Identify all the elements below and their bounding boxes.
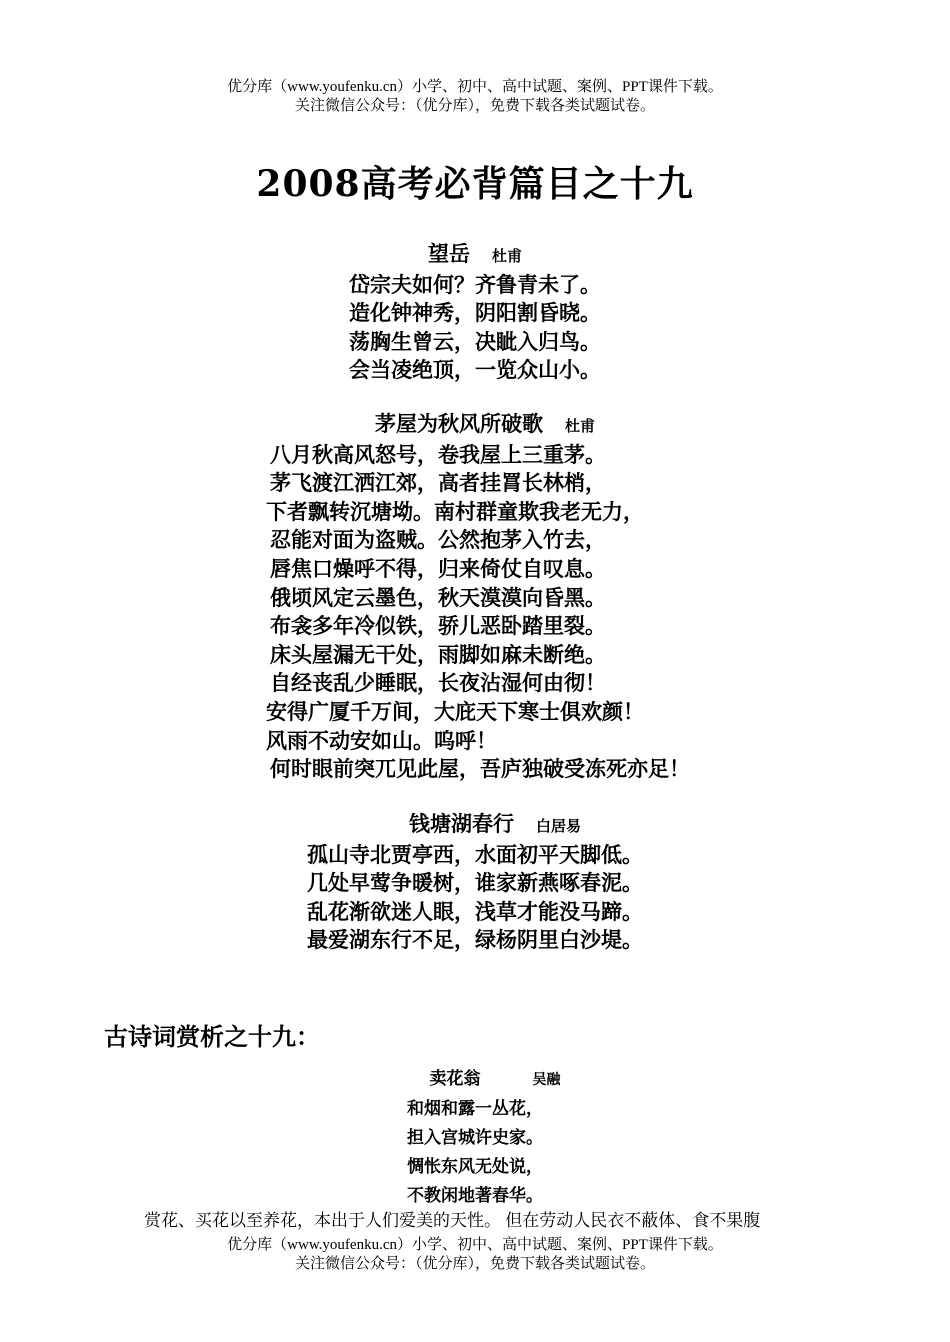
poem-line: 下者飘转沉塘坳。南村群童欺我老无力， <box>266 498 644 524</box>
header-line-1: 优分库（www.youfenku.cn）小学、初中、高中试题、案例、PPT课件下载。 <box>227 79 723 95</box>
poem-line: 忍能对面为盗贼。公然抱茅入竹去， <box>270 527 606 553</box>
poem-title: 卖花翁 <box>429 1069 481 1089</box>
poem-line: 布衾多年冷似铁，骄儿恶卧踏里裂。 <box>270 613 606 639</box>
footer-line-1: 优分库（www.youfenku.cn）小学、初中、高中试题、案例、PPT课件下载。 <box>227 1237 723 1253</box>
page-header <box>0 78 950 116</box>
poem-author: 杜甫 <box>491 247 522 265</box>
poem-line: 何时眼前突兀见此屋，吾庐独破受冻死亦足！ <box>270 756 690 782</box>
poem-title: 钱塘湖春行 <box>408 811 514 836</box>
poem-maowu <box>0 410 950 784</box>
poem-line: 茅飞渡江洒江郊，高者挂罥长林梢， <box>270 470 606 496</box>
poem-line: 造化钟神秀，阴阳割昏晓。 <box>349 300 601 326</box>
poem-line: 荡胸生曾云，决眦入归鸟。 <box>349 328 601 354</box>
poem-author: 吴融 <box>532 1072 561 1088</box>
appreciation-paragraph: 赏花、买花以至养花，本出于人们爱美的天性。 但在劳动人民衣不蔽体、食不果腹 <box>144 1211 761 1230</box>
poem-qiantanghu <box>0 810 950 955</box>
page-title: 2008高考必背篇目之十九 <box>256 163 694 205</box>
poem-title: 望岳 <box>427 241 470 266</box>
poem-line: 乱花渐欲迷人眼，浅草才能没马蹄。 <box>307 898 643 924</box>
poem-wangyue <box>0 240 950 385</box>
poem-line: 不教闲地著春华。 <box>407 1186 543 1206</box>
page-footer <box>0 1236 950 1274</box>
header-line-2: 关注微信公众号：（优分库），免费下载各类试题试卷。 <box>294 98 655 114</box>
poem-line: 床头屋漏无干处，雨脚如麻未断绝。 <box>270 641 606 667</box>
poem-body <box>0 441 950 784</box>
poem-author: 白居易 <box>535 817 581 835</box>
poem-line: 风雨不动安如山。呜呼！ <box>266 727 497 753</box>
poem-title: 茅屋为秋风所破歌 <box>374 411 543 436</box>
poem-line: 岱宗夫如何？齐鲁青未了。 <box>349 271 601 297</box>
poem-line: 安得广厦千万间，大庇天下寒士俱欢颜！ <box>266 698 644 724</box>
poem-line: 担入宫城许史家。 <box>407 1128 543 1148</box>
poem-line: 和烟和露一丛花， <box>407 1099 543 1119</box>
poem-title-row <box>0 1065 950 1095</box>
poem-line: 自经丧乱少睡眠，长夜沾湿何由彻！ <box>270 670 606 696</box>
poem-title-row <box>0 810 950 841</box>
poem-title-row <box>0 240 950 271</box>
poem-line: 八月秋高风怒号，卷我屋上三重茅。 <box>270 441 606 467</box>
poem-title-row <box>0 410 950 441</box>
poem-line: 几处早莺争暖树，谁家新燕啄春泥。 <box>307 870 643 896</box>
poem-maihuaweng <box>0 1065 950 1211</box>
poem-line: 最爱湖东行不足，绿杨阴里白沙堤。 <box>307 927 643 953</box>
poem-line: 唇焦口燥呼不得，归来倚仗自叹息。 <box>270 555 606 581</box>
poem-line: 惆怅东风无处说， <box>407 1157 543 1177</box>
poem-line: 孤山寺北贾亭西，水面初平天脚低。 <box>307 841 643 867</box>
poem-line: 会当凌绝顶，一览众山小。 <box>349 357 601 383</box>
footer-line-2: 关注微信公众号：（优分库），免费下载各类试题试卷。 <box>294 1256 655 1272</box>
poem-author: 杜甫 <box>564 417 595 435</box>
section-title: 古诗词赏析之十九： <box>104 1023 320 1051</box>
poem-line: 俄顷风定云墨色，秋天漠漠向昏黑。 <box>270 584 606 610</box>
